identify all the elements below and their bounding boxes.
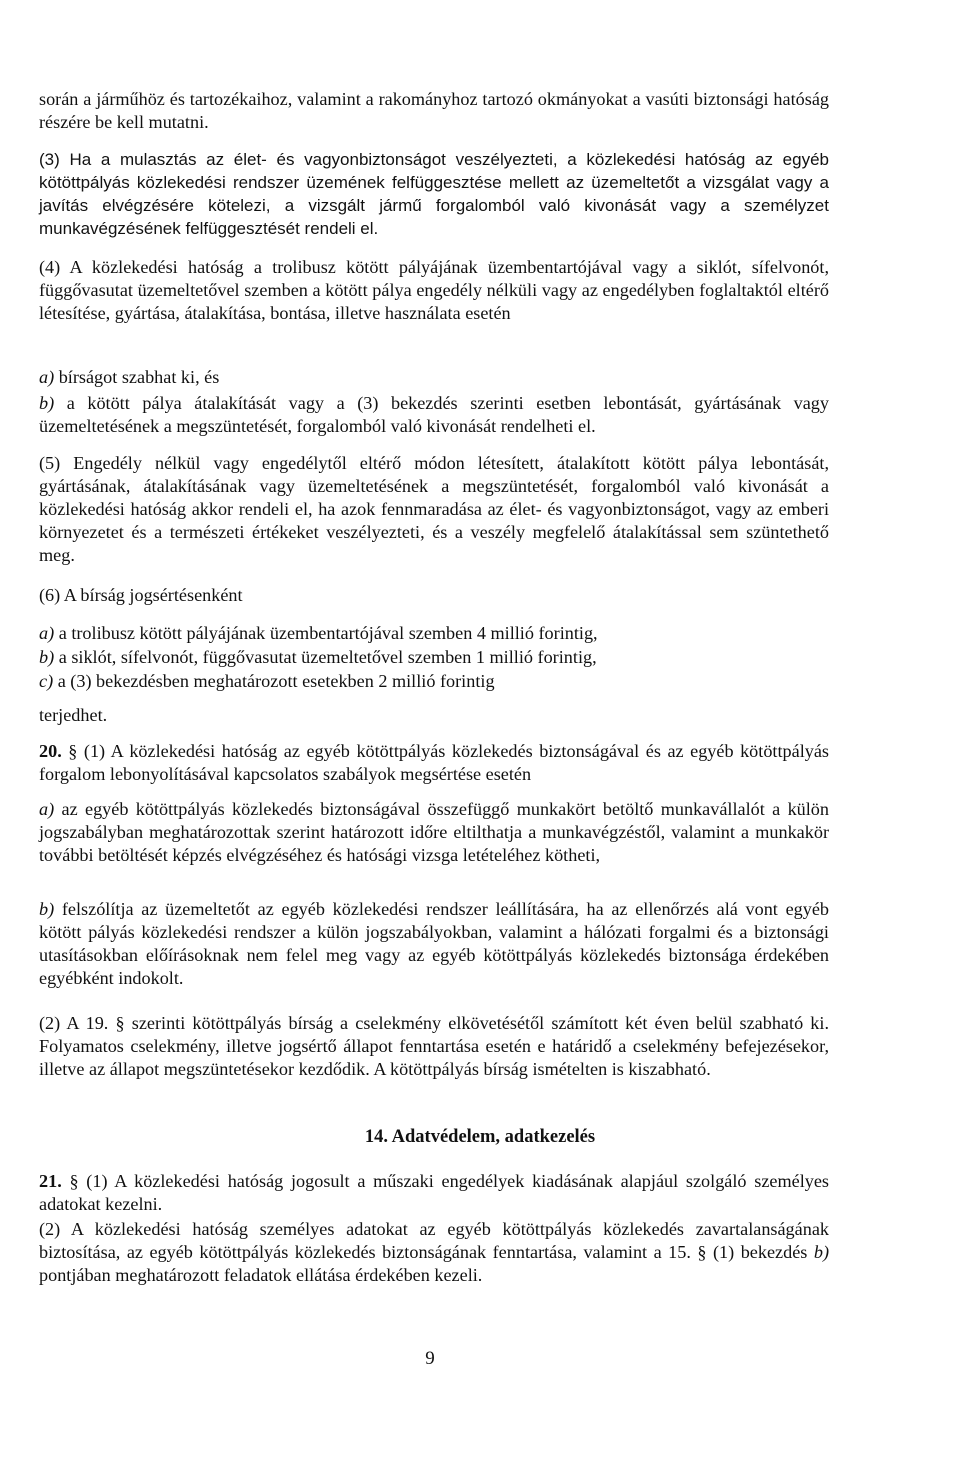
paragraph-continuation: során a járműhöz és tartozékaihoz, valamint a rakományhoz tartozó okmányokat a vasúti biztonsági hatóság részére be kell mutatni. <box>39 89 829 132</box>
section-text: § (1) A közlekedési hatóság jogosult a műszaki engedélyek kiadásának alapjául szolgáló személyes adatokat kezelni. <box>39 1171 829 1214</box>
section-text: § (1) A közlekedési hatóság az egyéb kötöttpályás közlekedés biztonságával és az egyéb kötöttpályás forgalom lebonyolításával kapcsolatos szabályok megsértése esetén <box>39 741 829 784</box>
paragraph-4-item-b <box>39 392 829 438</box>
paragraph-6: (6) A bírság jogsértésenként <box>39 585 243 605</box>
item-text: felszólítja az üzemeltetőt az egyéb közlekedési rendszer leállítására, ha az ellenőrzés alá vont egyéb kötött pályás közlekedési rendszer a külön jogszabályokban, valamint a hálózati forgalmi és a biztonsági utasításokban előírásoknak nem felel meg vagy az egyéb kötöttpályás közlekedés biztonsága érdekében egyébként indokolt. <box>39 899 829 988</box>
paragraph-6-end: terjedhet. <box>39 705 108 725</box>
section-20-paragraph-1 <box>39 740 829 786</box>
item-letter: c) <box>39 671 54 691</box>
section-text: (2) A közlekedési hatóság személyes adatokat az egyéb kötöttpályás közlekedés zavartalanságának biztosítása, az egyéb kötöttpályás közlekedés biztonságának fenntartása, valamint a 15. § (1) bekezdés <box>39 1219 829 1262</box>
item-letter: a) <box>39 799 55 819</box>
section-21-paragraph-1 <box>39 1170 829 1216</box>
point-letter: b) <box>813 1242 829 1262</box>
paragraph-3: (3) Ha a mulasztás az élet- és vagyonbiztonságot veszélyezteti, a közlekedési hatóság az egyéb kötöttpályás közlekedési rendszer üzemének felfüggesztése mellett az üzemeltetőt a vizsgálat vagy a javítás elvégzésére kötelezi, a vizsgált jármű forgalomból való kivonását vagy a személyzet munkavégzésének felfüggesztését rendeli el. <box>39 150 829 238</box>
paragraph-5: (5) Engedély nélkül vagy engedélytől eltérő módon létesített, átalakított kötött pálya lebontását, gyártásának, átalakításának vagy üzemeltetésének a megszüntetését, forgalomból való kivonását a közlekedési hatóság akkor rendeli el, ha azok fennmaradása az élet- és vagyonbiztonságot, vagy az emberi környezetet és a természeti értékeket veszélyezteti, és a veszély megfelelő átalakítással sem szüntethető meg. <box>39 453 829 565</box>
item-letter: b) <box>39 647 55 667</box>
paragraph-6-item-b <box>39 646 829 669</box>
item-text: az egyéb kötöttpályás közlekedés biztonságával összefüggő munkakört betöltő munkavállalót a külön jogszabályban meghatározottak szerint határozott időre eltilthatja a munkavégzéstől, valamint a munkakör további betöltését képzés elvégzéséhez és hatósági vizsga letételéhez kötheti, <box>39 799 829 865</box>
item-text: a kötött pálya átalakítását vagy a (3) bekezdés szerinti esetben lebontását, gyártásának vagy üzemeltetésének a megszüntetését, forgalomból való kivonását rendelheti el. <box>39 393 829 436</box>
item-letter: b) <box>39 393 55 413</box>
item-text: a (3) bekezdésben meghatározott esetekben 2 millió forintig <box>53 671 495 691</box>
section-number: 20. <box>39 741 62 761</box>
item-text: a siklót, sífelvonót, függővasutat üzemeltetővel szemben 1 millió forintig, <box>54 647 597 667</box>
item-letter: a) <box>39 367 55 387</box>
section-heading: 14. Adatvédelem, adatkezelés <box>364 1127 596 1147</box>
section-20-item-b <box>39 898 829 990</box>
section-20-paragraph-2: (2) A 19. § szerinti kötöttpályás bírság a cselekmény elkövetésétől számított két éven belül szabható ki. Folyamatos cselekmény, illetve jogsértő állapot fenntartása esetén e határidő a cselekmény befejezésekor, illetve az állapot megszüntetésekor kezdődik. A kötöttpályás bírság ismételten is kiszabható. <box>39 1013 829 1079</box>
paragraph-4-item-a <box>39 366 829 389</box>
paragraph-4: (4) A közlekedési hatóság a trolibusz kötött pályájának üzembentartójával vagy a siklót, sífelvonót, függővasutat üzemeltetővel szemben a kötött pálya engedély nélküli vagy az engedélyben foglaltaktól eltérő létesítése, gyártása, átalakítása, bontása, illetve használata esetén <box>39 257 829 323</box>
item-text: a trolibusz kötött pályájának üzembentartójával szemben 4 millió forintig, <box>54 623 598 643</box>
item-letter: b) <box>39 899 55 919</box>
item-text: bírságot szabhat ki, és <box>54 367 220 387</box>
section-20-item-a <box>39 798 829 867</box>
section-21-paragraph-2 <box>39 1218 829 1287</box>
paragraph-6-item-a <box>39 622 829 645</box>
section-number: 21. <box>39 1171 62 1191</box>
page-number: 9 <box>425 1348 435 1369</box>
section-text-end: pontjában meghatározott feladatok ellátása érdekében kezeli. <box>39 1265 483 1285</box>
item-letter: a) <box>39 623 55 643</box>
paragraph-6-item-c <box>39 670 829 693</box>
